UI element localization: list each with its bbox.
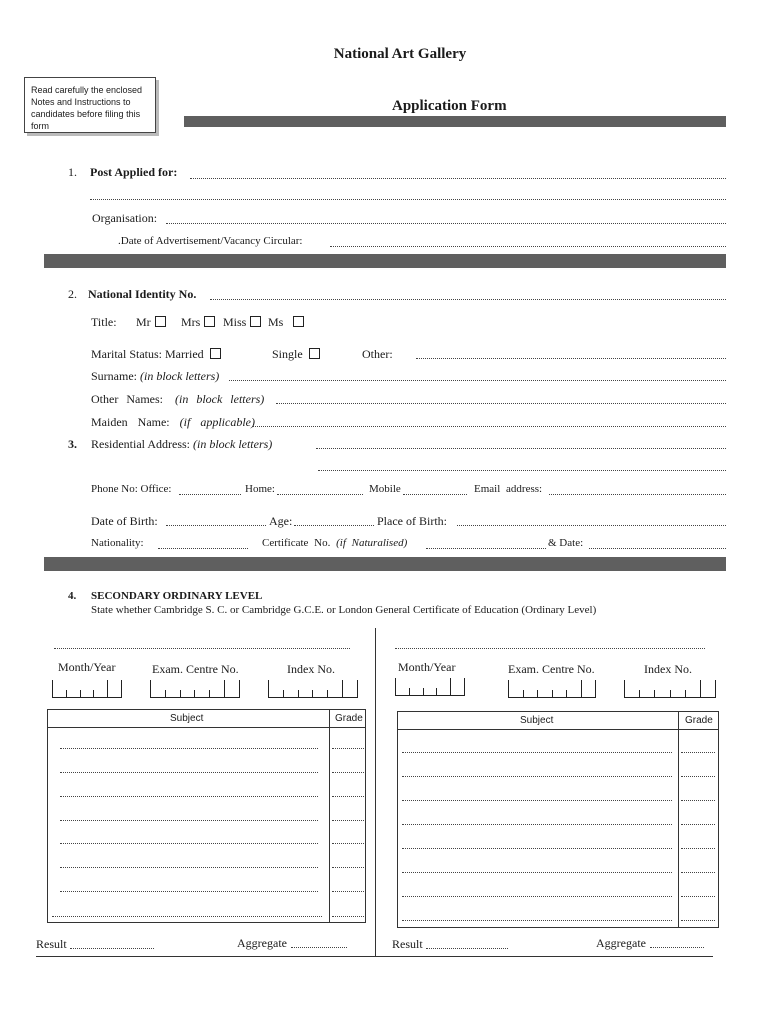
- email-field[interactable]: [549, 494, 726, 495]
- other-names-label-text: Other Names:: [91, 392, 163, 406]
- certificate-date-label: & Date:: [548, 537, 584, 549]
- exam-centre-boxes-right[interactable]: [508, 680, 596, 698]
- subject-row-right[interactable]: [402, 752, 672, 753]
- grade-cell-right[interactable]: [681, 872, 715, 873]
- subject-row-left[interactable]: [60, 820, 318, 821]
- residential-address-field-2[interactable]: [318, 470, 726, 471]
- subject-header-right: Subject: [520, 715, 554, 726]
- grade-cell-right[interactable]: [681, 920, 715, 921]
- secondary-level-heading: SECONDARY ORDINARY LEVEL: [91, 590, 263, 602]
- section-1-number: 1.: [68, 165, 77, 179]
- other-status-label: Other:: [362, 347, 393, 361]
- index-no-boxes-left[interactable]: [268, 680, 358, 698]
- subject-header-left: Subject: [170, 713, 204, 724]
- month-year-label-left: Month/Year: [58, 660, 116, 674]
- nationality-field[interactable]: [158, 548, 248, 549]
- email-label: Email address:: [474, 483, 543, 495]
- surname-hint: (in block letters): [140, 369, 220, 383]
- form-title: Application Form: [392, 98, 507, 114]
- grade-cell-right[interactable]: [681, 776, 715, 777]
- exam-centre-label-left: Exam. Centre No.: [152, 662, 239, 676]
- place-of-birth-field[interactable]: [457, 525, 726, 526]
- other-names-hint: (in block letters): [174, 392, 265, 406]
- maiden-name-hint: (if applicable): [179, 415, 255, 429]
- subject-row-left[interactable]: [60, 772, 318, 773]
- exam-centre-boxes-left[interactable]: [150, 680, 240, 698]
- certificate-date-field[interactable]: [589, 548, 726, 549]
- maiden-name-label: [91, 415, 255, 430]
- surname-label-text: Surname:: [91, 369, 137, 383]
- month-year-boxes-right[interactable]: [395, 678, 465, 696]
- subject-row-left[interactable]: [60, 891, 318, 892]
- national-id-field[interactable]: [210, 299, 726, 300]
- title-option-ms: [268, 315, 304, 330]
- column-separator: [375, 628, 376, 956]
- title-ms-checkbox[interactable]: [293, 316, 304, 327]
- grade-cell-right[interactable]: [681, 752, 715, 753]
- surname-field[interactable]: [229, 380, 726, 381]
- aggregate-label-left: Aggregate: [237, 936, 287, 950]
- mobile-field[interactable]: [403, 494, 467, 495]
- mobile-label: Mobile: [369, 483, 401, 495]
- subject-row-right[interactable]: [402, 872, 672, 873]
- grade-cell-right[interactable]: [681, 896, 715, 897]
- title-option-mrs: [181, 315, 215, 330]
- certificate-hint: (if Naturalised): [336, 537, 408, 549]
- subject-row-right[interactable]: [402, 920, 672, 921]
- grade-cell-left[interactable]: [332, 772, 364, 773]
- subjects-table-header-left: [48, 710, 365, 728]
- result-label-right: Result: [392, 937, 423, 951]
- maiden-name-field[interactable]: [252, 426, 726, 427]
- other-status-field[interactable]: [416, 358, 726, 359]
- grade-cell-left[interactable]: [332, 891, 364, 892]
- certificate-label: [262, 537, 407, 549]
- subjects-table-header-right: [398, 712, 718, 730]
- subject-row-right[interactable]: [402, 824, 672, 825]
- subject-row-left[interactable]: [52, 916, 322, 917]
- subject-row-left[interactable]: [60, 867, 318, 868]
- title-mr-checkbox[interactable]: [155, 316, 166, 327]
- date-advertisement-field[interactable]: [330, 246, 726, 247]
- certificate-label-text: Certificate No.: [262, 537, 331, 549]
- date-advertisement-label: .Date of Advertisement/Vacancy Circular:: [118, 235, 303, 247]
- residential-address-label-text: Residential Address:: [91, 437, 190, 451]
- grade-header-left: Grade: [335, 713, 363, 724]
- phone-office-field[interactable]: [179, 494, 241, 495]
- single-checkbox[interactable]: [309, 348, 320, 359]
- residential-address-label: [91, 437, 272, 452]
- section-2-number: 2.: [68, 287, 77, 301]
- instructions-note-text: Read carefully the enclosed Notes and Instructions to candidates before filing this form: [31, 85, 143, 131]
- maiden-name-label-text: Maiden Name:: [91, 415, 170, 429]
- nationality-label: Nationality:: [91, 537, 144, 549]
- other-names-field[interactable]: [276, 403, 726, 404]
- title-miss-checkbox[interactable]: [250, 316, 261, 327]
- month-year-label-right: Month/Year: [398, 660, 456, 674]
- subject-row-right[interactable]: [402, 776, 672, 777]
- marital-status-label: [91, 347, 221, 362]
- gallery-title: National Art Gallery: [333, 46, 467, 62]
- grade-column-line-left: [329, 710, 330, 922]
- grade-cell-right[interactable]: [681, 824, 715, 825]
- subject-row-right[interactable]: [402, 848, 672, 849]
- grade-header-right: Grade: [685, 715, 713, 726]
- index-no-boxes-right[interactable]: [624, 680, 716, 698]
- grade-cell-left[interactable]: [332, 748, 364, 749]
- section-3-number: 3.: [68, 437, 77, 451]
- grade-cell-left[interactable]: [332, 867, 364, 868]
- certificate-field[interactable]: [426, 548, 546, 549]
- title-mrs-checkbox[interactable]: [204, 316, 215, 327]
- title-option-miss-label: Miss: [223, 315, 247, 329]
- title-option-mrs-label: Mrs: [181, 315, 201, 329]
- aggregate-field-left[interactable]: [291, 947, 347, 948]
- grade-cell-right[interactable]: [681, 848, 715, 849]
- age-label: Age:: [269, 514, 293, 528]
- place-of-birth-label: Place of Birth:: [377, 514, 447, 528]
- index-no-label-right: Index No.: [644, 662, 692, 676]
- exam-centre-label-right: Exam. Centre No.: [508, 662, 595, 676]
- aggregate-field-right[interactable]: [650, 947, 704, 948]
- grade-cell-left[interactable]: [332, 916, 364, 917]
- bottom-line-right: [375, 956, 713, 957]
- single-label: Single: [272, 347, 303, 361]
- other-names-label: [91, 392, 264, 407]
- result-field-right[interactable]: [426, 948, 508, 949]
- grade-cell-left[interactable]: [332, 796, 364, 797]
- grade-cell-left[interactable]: [332, 820, 364, 821]
- organisation-field[interactable]: [166, 223, 726, 224]
- bottom-line-left: [36, 956, 375, 957]
- post-applied-label: Post Applied for:: [90, 165, 178, 179]
- exam-type-field-left[interactable]: [54, 648, 350, 649]
- subject-row-left[interactable]: [60, 748, 318, 749]
- post-applied-field-2[interactable]: [90, 199, 726, 200]
- surname-label: [91, 369, 219, 384]
- title-option-mr: [136, 315, 166, 330]
- residential-address-hint: (in block letters): [193, 437, 273, 451]
- section-4-number: 4.: [68, 590, 77, 602]
- exam-type-field-right[interactable]: [395, 648, 705, 649]
- phone-office-label: Phone No: Office:: [91, 483, 172, 495]
- marital-married-label: Marital Status: Married: [91, 347, 204, 361]
- single-option: [272, 347, 320, 362]
- section-divider-1: [44, 254, 726, 268]
- index-no-label-left: Index No.: [287, 662, 335, 676]
- married-checkbox[interactable]: [210, 348, 221, 359]
- subject-row-left[interactable]: [60, 796, 318, 797]
- title-underline-bar: [184, 116, 726, 127]
- subject-row-left[interactable]: [60, 843, 318, 844]
- post-applied-field[interactable]: [190, 178, 726, 179]
- instructions-note: [24, 77, 156, 133]
- home-label: Home:: [245, 483, 275, 495]
- exam-instruction: State whether Cambridge S. C. or Cambridge G.C.E. or London General Certificate of Education (Ordinary Level): [91, 604, 597, 616]
- age-field[interactable]: [294, 525, 374, 526]
- residential-address-field-1[interactable]: [316, 448, 726, 449]
- organisation-label: Organisation:: [92, 211, 158, 225]
- title-option-ms-label: Ms: [268, 315, 284, 329]
- grade-column-line-right: [678, 712, 679, 927]
- grade-cell-right[interactable]: [681, 800, 715, 801]
- home-phone-field[interactable]: [277, 494, 363, 495]
- section-divider-2: [44, 557, 726, 571]
- result-field-left[interactable]: [70, 948, 154, 949]
- month-year-boxes-left[interactable]: [52, 680, 122, 698]
- grade-cell-left[interactable]: [332, 843, 364, 844]
- dob-label: Date of Birth:: [91, 514, 158, 528]
- subject-row-right[interactable]: [402, 800, 672, 801]
- subject-row-right[interactable]: [402, 896, 672, 897]
- aggregate-label-right: Aggregate: [596, 936, 646, 950]
- result-label-left: Result: [36, 937, 67, 951]
- title-option-mr-label: Mr: [136, 315, 151, 329]
- national-id-label: National Identity No.: [88, 287, 197, 301]
- title-label: Title:: [91, 315, 117, 329]
- dob-field[interactable]: [166, 525, 266, 526]
- title-option-miss: [223, 315, 261, 330]
